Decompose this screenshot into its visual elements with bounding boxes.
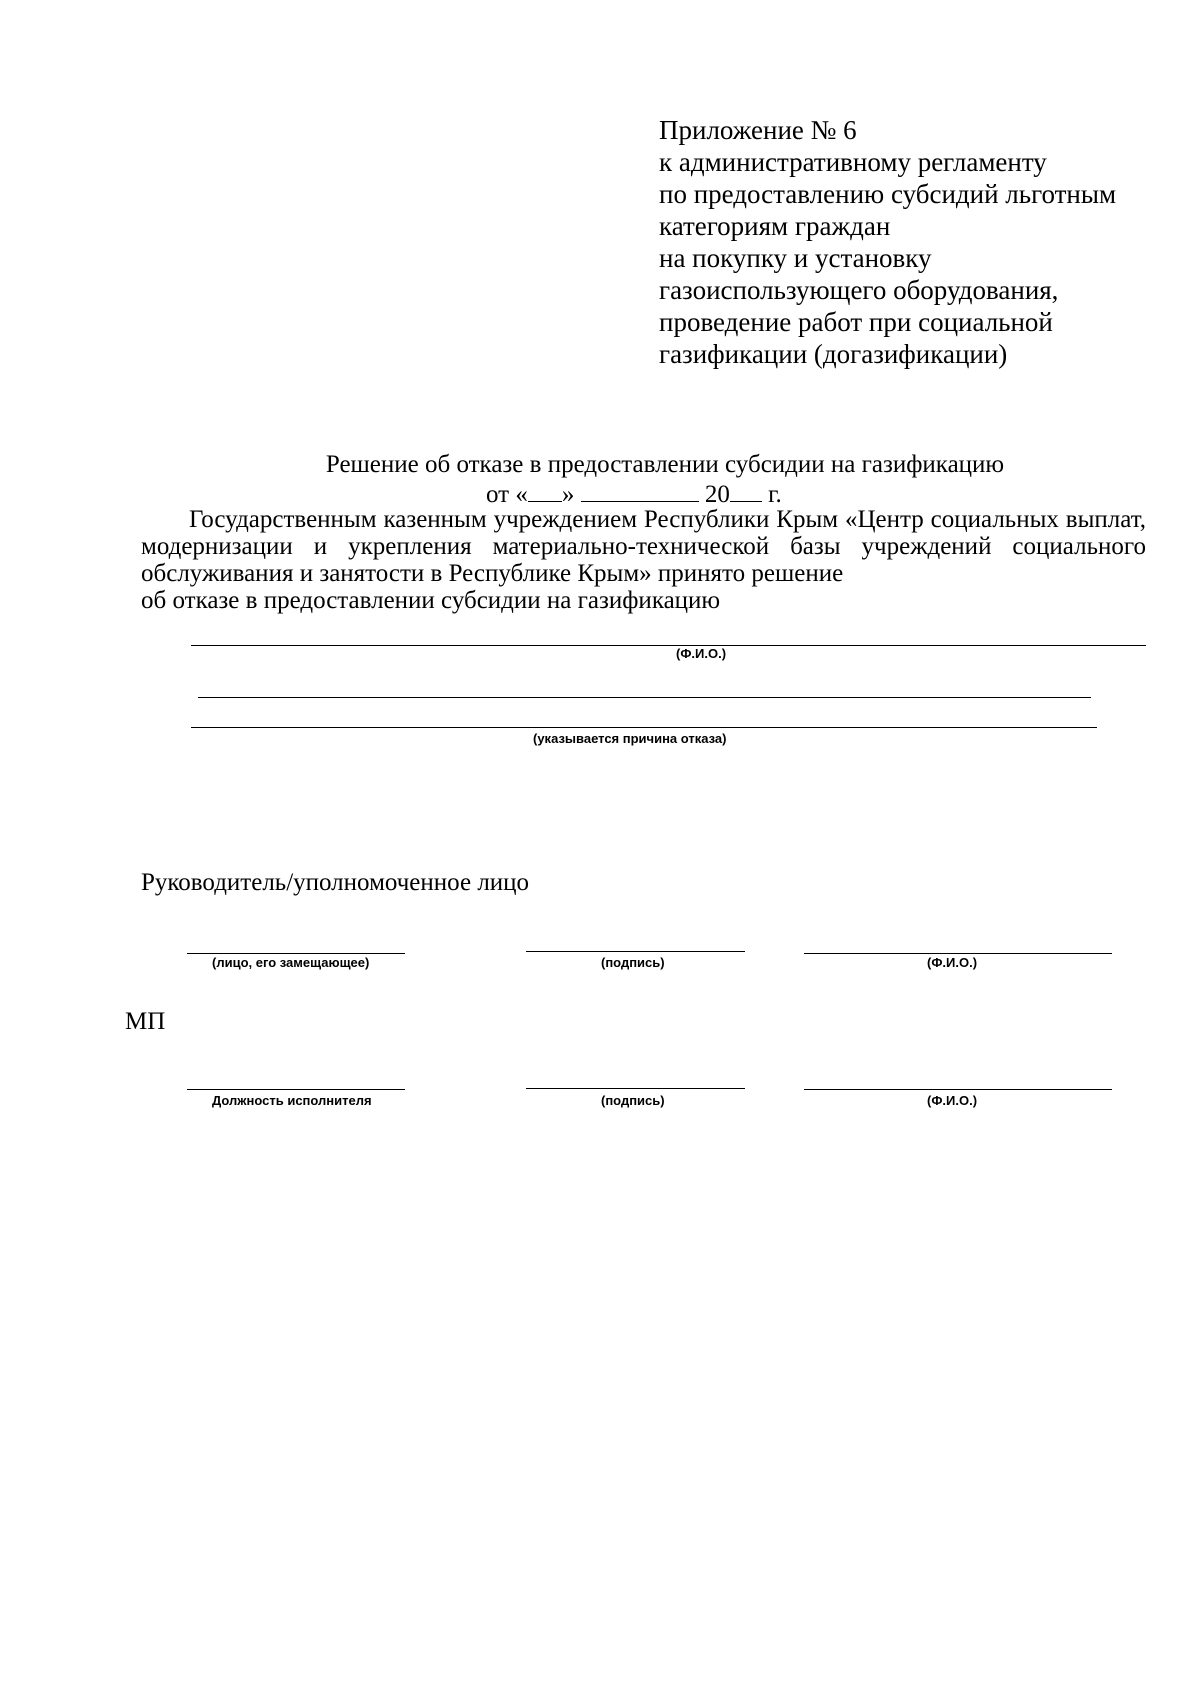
appendix-line: проведение работ при социальной [659,307,1053,337]
appendix-header [659,114,1159,370]
date-year: 20 [704,481,730,508]
fio-caption-1: (Ф.И.О.) [927,955,978,970]
appendix-line: на покупку и установку [659,243,932,273]
year-field[interactable] [730,479,762,502]
reason-input-line-1[interactable] [198,697,1091,698]
date-suffix: г. [768,481,782,508]
month-field[interactable] [581,479,699,502]
reason-input-line-2[interactable] [191,727,1097,728]
fio-caption: (Ф.И.О.) [676,646,727,661]
appendix-line: к административному регламенту [659,147,1047,177]
decision-body-last: об отказе в предоставлении субсидии на газификацию [141,587,721,614]
decision-body-text: Государственным казенным учреждением Республики Крым «Центр социальных выплат, модернизации и укрепления материально-технической базы учреждений социального обслуживания и занятости в Республике Крым» принято решение [141,506,1146,587]
position-caption-2: Должность исполнителя [212,1093,372,1108]
decision-body [141,506,1146,614]
fio-line-2[interactable] [804,1089,1112,1090]
stamp-label: МП [125,1008,166,1035]
document-title: Решение об отказе в предоставлении субсидии на газификацию [325,451,1005,478]
fio-line-1[interactable] [804,953,1112,954]
signature-caption-1: (подпись) [601,955,665,970]
appendix-line: газоиспользующего оборудования, [659,275,1059,305]
position-line-2[interactable] [187,1089,405,1090]
reason-caption: (указывается причина отказа) [533,731,727,746]
signature-line-2[interactable] [526,1088,745,1089]
fio-caption-2: (Ф.И.О.) [927,1093,978,1108]
date-prefix: от « [486,481,528,508]
position-line-1[interactable] [187,953,405,954]
appendix-line: Приложение № 6 [659,115,857,145]
fio-input-line[interactable] [191,645,1146,646]
position-caption-1: (лицо, его замещающее) [212,955,370,970]
appendix-line: категориям граждан [659,211,891,241]
signature-caption-2: (подпись) [601,1093,665,1108]
appendix-line: газификации (догазификации) [659,339,1008,369]
day-field[interactable] [528,479,562,502]
signer-label: Руководитель/уполномоченное лицо [141,869,530,896]
signature-line-1[interactable] [526,951,745,952]
date-mid: » [561,481,575,508]
appendix-line: по предоставлению субсидий льготным [659,179,1117,209]
